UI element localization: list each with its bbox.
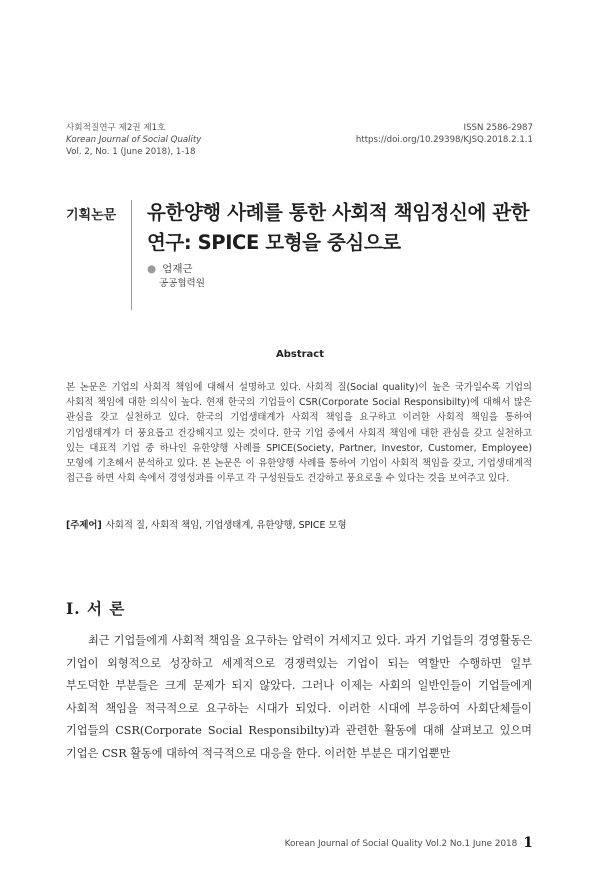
author-affiliation: 공공협력원 xyxy=(159,278,205,289)
volume-info: Vol. 2, No. 1 (June 2018), 1-18 xyxy=(66,147,196,157)
page-footer xyxy=(285,835,533,851)
bullet-icon: ● xyxy=(147,263,157,275)
body-paragraph: 최근 기업들에게 사회적 책임을 요구하는 압력이 거세지고 있다. 과거 기업들의 경영활동은 기업이 외형적으로 성장하고 세계적으로 경쟁력있는 기업이 되는 역할만 수행하면 일부 부도덕한 부분들은 크게 문제가 되지 않았다. 그러나 이제는 사회의 일반인들이 기업들에게 사회적 책임을 적극적으로 요구하는 시대가 되었다. 이러한 시대에 부응하여 사회단체들이 기업들의 CSR(Corporate Social Responsibilty)과 관련한 활동에 대해 살펴보고 있으며 기업은 CSR 활동에 대하여 적극적으로 대응을 한다. 이러한 부분은 대기업뿐만 xyxy=(66,634,532,760)
article-category: 기획논문 xyxy=(66,208,117,223)
journal-name-korean: 사회적질연구 제2권 제1호 xyxy=(66,123,166,133)
issn: ISSN 2586-2987 xyxy=(463,123,533,133)
running-header-right xyxy=(356,122,533,146)
abstract-heading: Abstract xyxy=(275,349,325,360)
footer-journal: Korean Journal of Social Quality Vol.2 No.1 June 2018 xyxy=(284,839,518,849)
title-divider xyxy=(131,200,132,310)
abstract-text: 본 논문은 기업의 사회적 책임에 대해서 설명하고 있다. 사회적 질(Social quality)이 높은 국가일수록 기업의 사회적 책임에 대한 의식이 높다. 현재 한국의 기업들이 CSR(Corporate Social Responsibilty)에 대해서 많은 관심을 갖고 실천하고 있다. 한국의 기업생태계가 사회적 책임을 요구하고 이러한 사회적 책임을 통하여 기업생태계가 더 풍요롭고 건강해지고 있는 것이다. 한국 기업 중에서 사회적 책임에 대한 관심을 갖고 실천하고 있는 대표적 기업 중 하나인 유한양행 사례를 SPICE(Society, Partner, Investor, Customer, Employee) 모형에 기초해서 분석하고 있다. 본 논문은 이 유한양행 사례를 통하여 기업이 사회적 책임을 갖고, 기업생태계적 접근을 하면 사회 속에서 경영성과를 이루고 각 구성원들도 건강하고 풍요로울 수 있다는 것을 보여주고 있다. xyxy=(66,382,532,485)
section-heading: Ⅰ. 서 론 xyxy=(66,599,126,618)
doi-link[interactable]: https://doi.org/10.29398/KJSQ.2018.2.1.1 xyxy=(355,135,533,145)
keywords-label: [주제어] xyxy=(66,520,102,531)
journal-name-english: Korean Journal of Social Quality xyxy=(66,135,202,145)
author-name: 엄재근 xyxy=(162,263,193,275)
author xyxy=(147,261,193,276)
running-header-left xyxy=(66,122,201,158)
page-number: 1 xyxy=(523,835,533,851)
keywords-list: 사회적 질, 사회적 책임, 기업생태계, 유한양행, SPICE 모형 xyxy=(105,520,347,531)
keywords xyxy=(66,517,347,531)
paper-title: 유한양행 사례를 통한 사회적 책임정신에 관한 연구: SPICE 모형을 중심으로 xyxy=(147,201,530,254)
